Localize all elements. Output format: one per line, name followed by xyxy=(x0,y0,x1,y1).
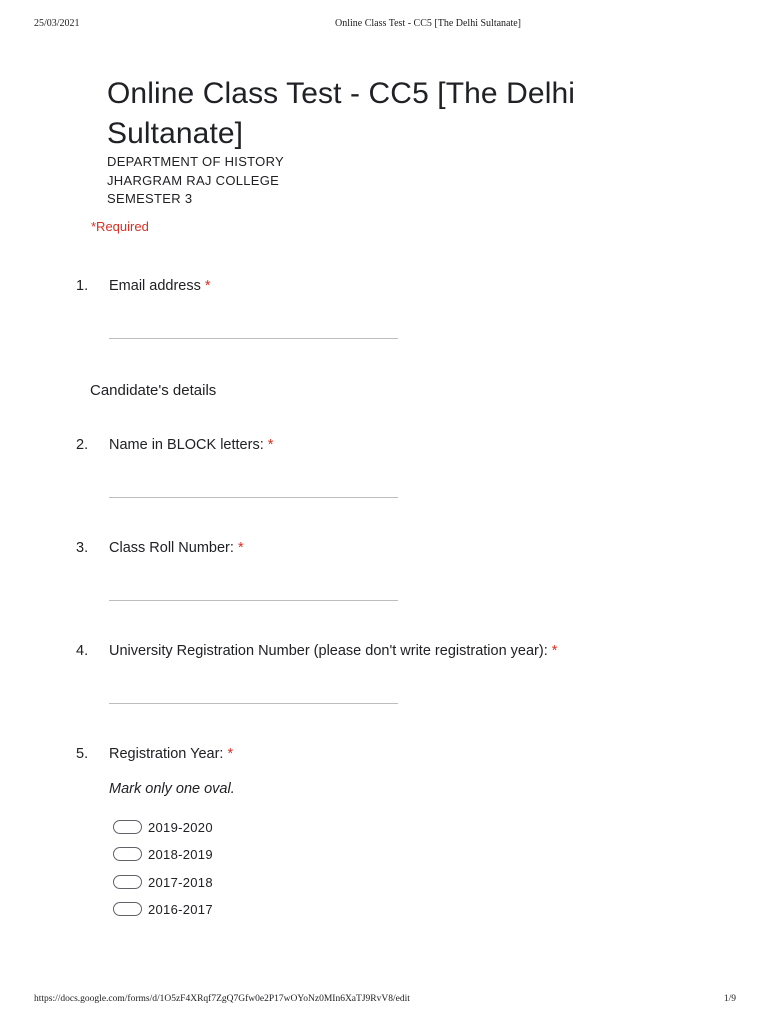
question-number: 1. xyxy=(76,278,89,294)
question-text: Name in BLOCK letters: xyxy=(109,437,264,453)
radio-oval[interactable] xyxy=(113,875,142,889)
description-line: DEPARTMENT OF HISTORY xyxy=(107,154,285,169)
email-field[interactable] xyxy=(109,338,398,339)
radio-option-2016-2017[interactable] xyxy=(113,900,213,918)
radio-option-2018-2019[interactable] xyxy=(113,845,213,863)
required-asterisk: * xyxy=(237,540,244,556)
required-asterisk: * xyxy=(551,643,558,659)
question-number: 5. xyxy=(76,746,89,762)
section-title: Candidate's details xyxy=(90,382,217,399)
required-note: *Required xyxy=(91,219,149,234)
question-number: 2. xyxy=(76,437,89,453)
radio-oval[interactable] xyxy=(113,847,142,861)
required-asterisk: * xyxy=(227,746,234,762)
question-roll-label xyxy=(109,540,244,556)
required-asterisk: * xyxy=(204,278,211,294)
radio-option-2017-2018[interactable] xyxy=(113,873,213,891)
question-number: 4. xyxy=(76,643,89,659)
print-url: https://docs.google.com/forms/d/1O5zF4XRqf7ZgQ7Gfw0e2P17wOYoNz0MIn6XaTJ9RvV8/edit xyxy=(34,994,410,1004)
print-title: Online Class Test - CC5 [The Delhi Sultanate] xyxy=(334,18,522,29)
page-number: 1/9 xyxy=(723,994,736,1004)
question-registration-number-label xyxy=(109,643,557,659)
form-title: Online Class Test - CC5 [The Delhi Sultanate] xyxy=(107,77,576,150)
question-name-label xyxy=(109,437,273,453)
question-email-label xyxy=(109,278,211,294)
question-text: University Registration Number (please don't write registration year): xyxy=(109,643,548,659)
radio-option-2019-2020[interactable] xyxy=(113,818,213,836)
radio-option-label: 2018-2019 xyxy=(148,846,213,862)
question-number: 3. xyxy=(76,540,89,556)
print-date: 25/03/2021 xyxy=(34,18,80,29)
question-text: Registration Year: xyxy=(109,746,224,762)
roll-number-field[interactable] xyxy=(109,600,398,601)
question-registration-year-label xyxy=(109,746,233,762)
name-field[interactable] xyxy=(109,497,398,498)
question-text: Class Roll Number: xyxy=(109,540,234,556)
description-line: SEMESTER 3 xyxy=(107,191,193,206)
registration-number-field[interactable] xyxy=(109,703,398,704)
description-line: JHARGRAM RAJ COLLEGE xyxy=(107,172,280,188)
form-description xyxy=(107,153,284,209)
radio-oval[interactable] xyxy=(113,820,142,834)
radio-option-label: 2017-2018 xyxy=(148,874,213,890)
question-text: Email address xyxy=(109,278,201,294)
radio-instruction: Mark only one oval. xyxy=(109,781,235,797)
required-asterisk: * xyxy=(267,437,274,453)
radio-option-label: 2016-2017 xyxy=(148,901,213,917)
radio-oval[interactable] xyxy=(113,902,142,916)
radio-option-label: 2019-2020 xyxy=(148,819,213,835)
